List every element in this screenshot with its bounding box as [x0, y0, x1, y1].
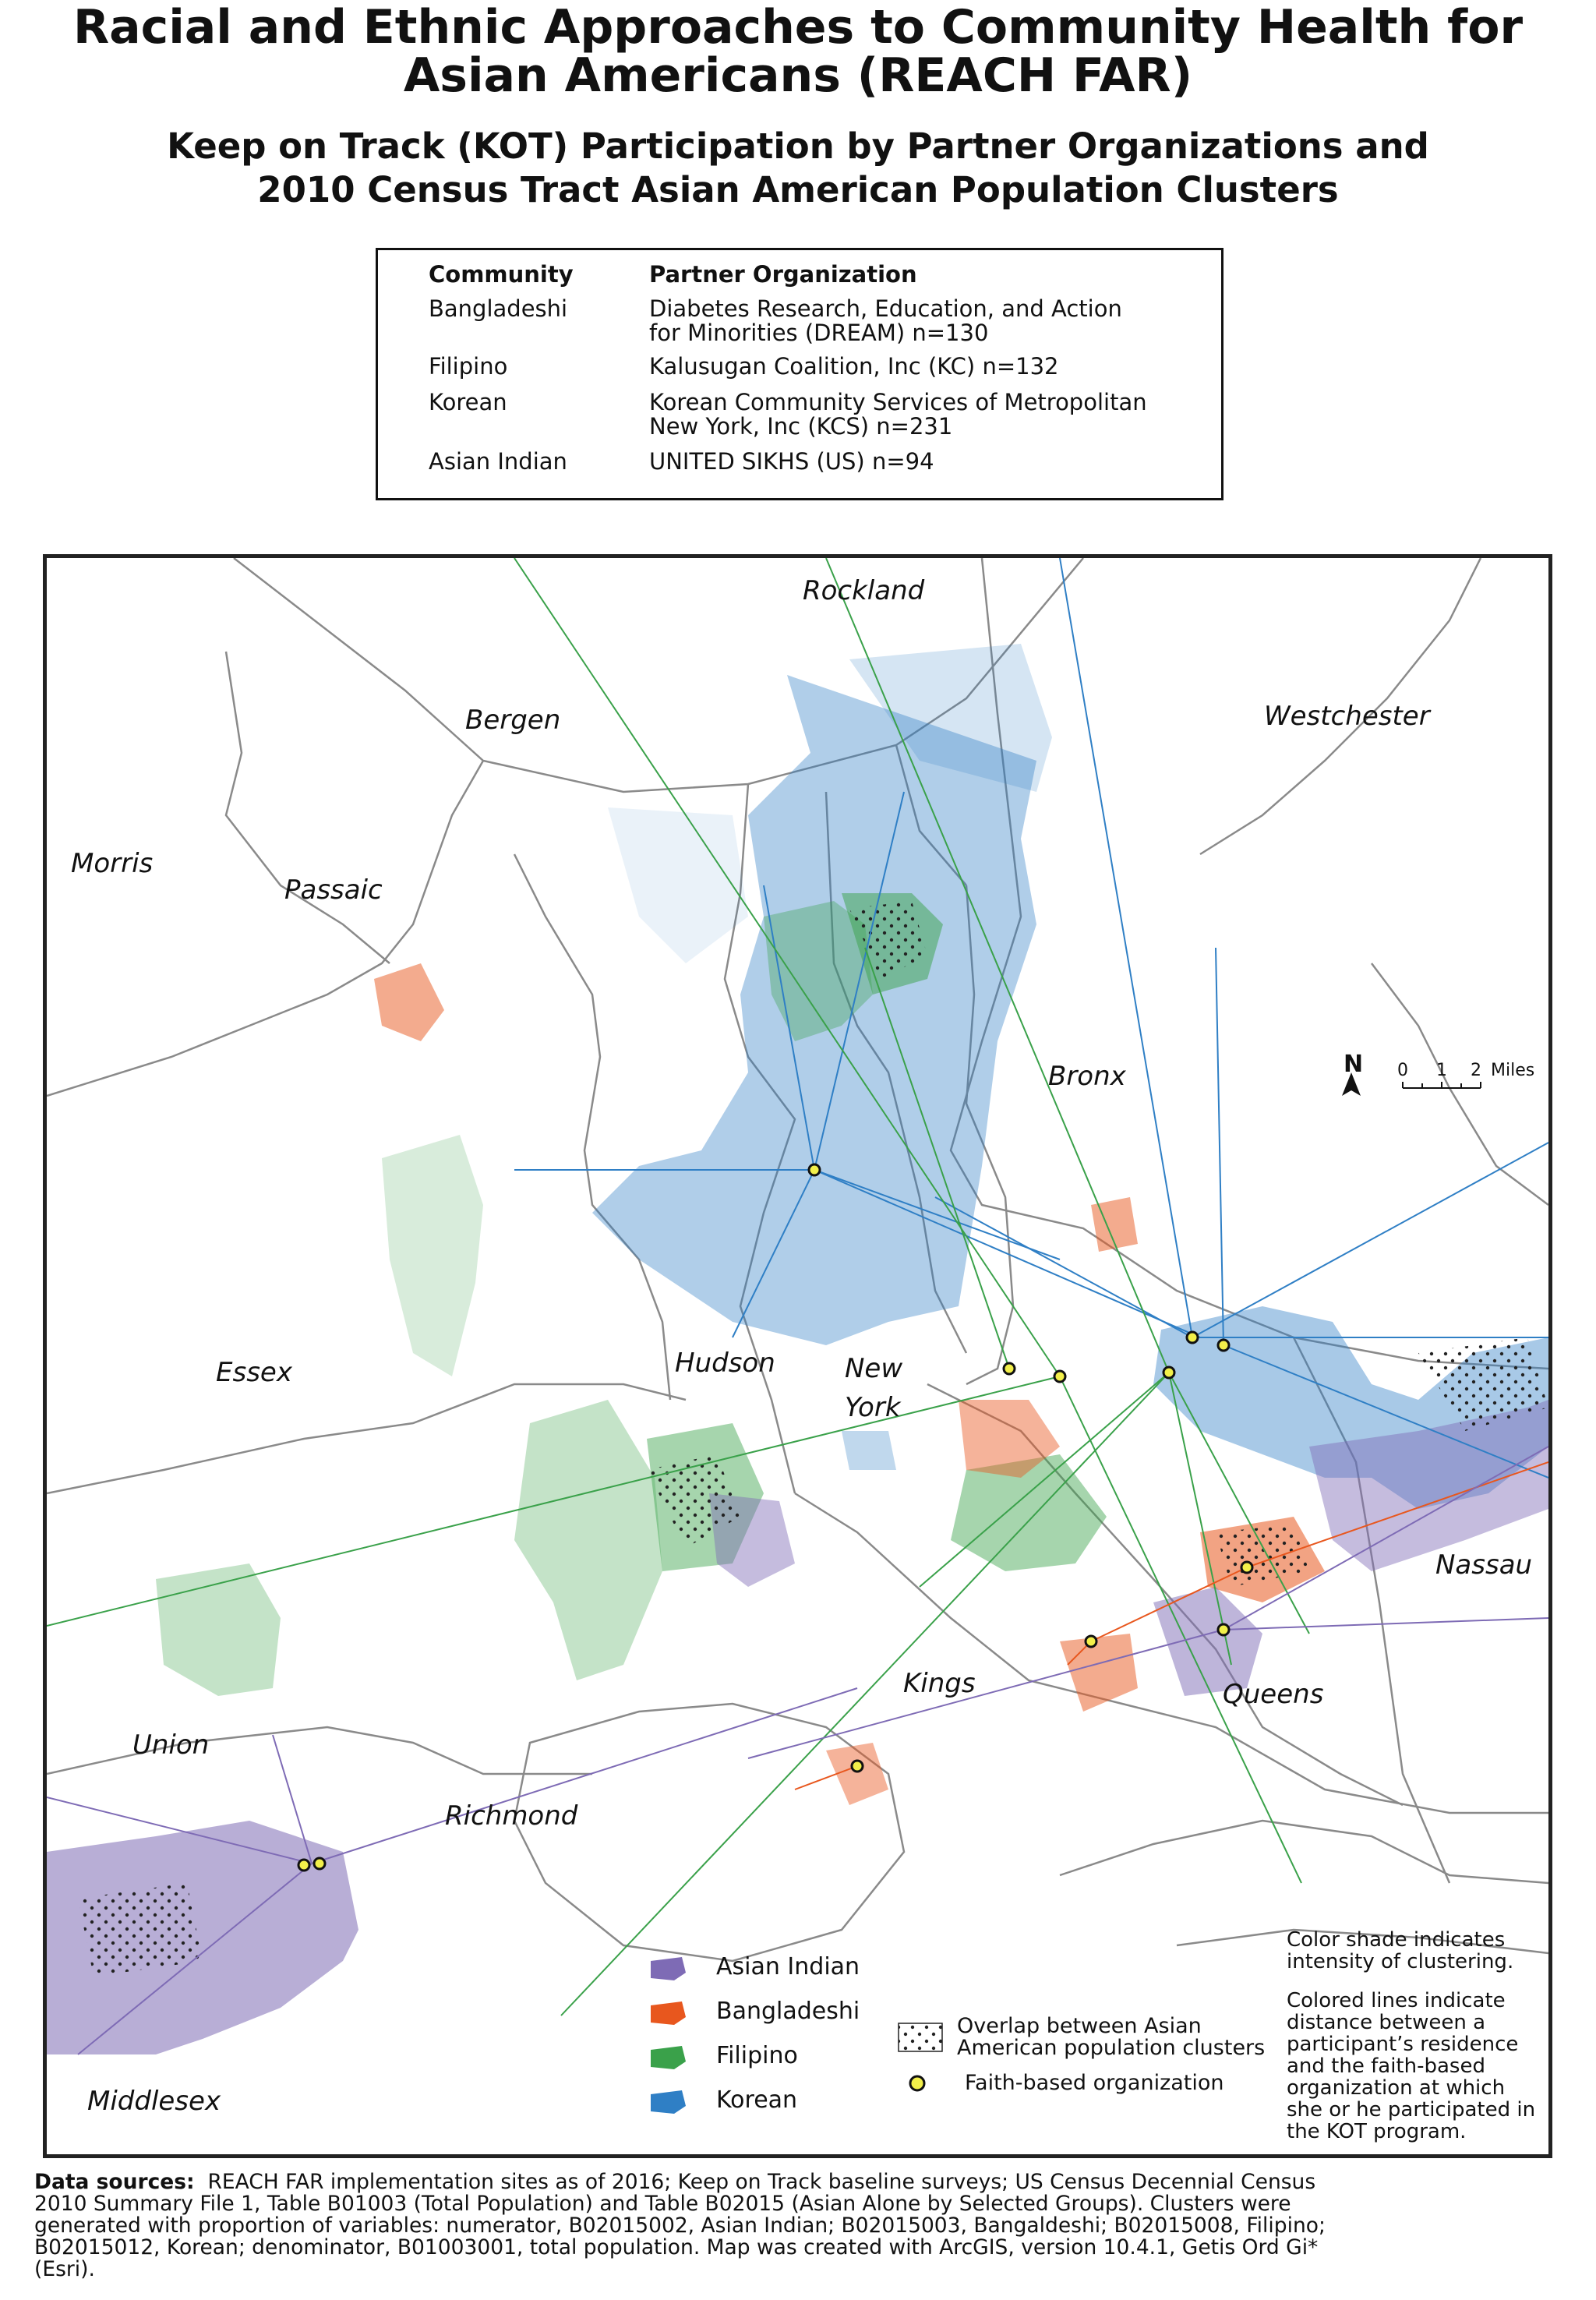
- note-line: distance between a: [1287, 2011, 1486, 2034]
- partner-org-line: Diabetes Research, Education, and Action: [649, 295, 1122, 322]
- label-morris: Morris: [71, 848, 154, 879]
- legend-overlap-line: Overlap between Asian: [957, 2014, 1202, 2038]
- overlap-area: [78, 1883, 203, 1977]
- label-richmond: Richmond: [445, 1800, 578, 1832]
- legend-label-korean: Korean: [716, 2086, 798, 2114]
- partner-org: Kalusugan Coalition, Inc (KC) n=132: [649, 353, 1059, 380]
- note-line: participant’s residence: [1287, 2033, 1519, 2056]
- bronx-westchester-boundary: [951, 558, 1548, 1369]
- legend-swatch-bangladeshi: [651, 2001, 686, 2025]
- legend-label-faith: Faith-based organization: [965, 2071, 1224, 2095]
- legend-label-overlap: [957, 2016, 1265, 2059]
- map-canvas: [47, 558, 1548, 2154]
- morris-passaic-boundary: [47, 761, 483, 1096]
- map-title: [0, 0, 1596, 103]
- scale-label-1: 1: [1436, 1061, 1447, 1080]
- partner-table: [376, 248, 1223, 500]
- sources-line: generated with proportion of variables: numerator, B02015002, Asian Indian; B02015003, Bangaldeshi; B02015008, Filipino;: [34, 2213, 1326, 2238]
- legend-swatch-filipino: [651, 2046, 686, 2069]
- lines-note: [1287, 1990, 1552, 2143]
- label-middlesex: Middlesex: [87, 2086, 221, 2117]
- faith-based-site: [298, 1860, 309, 1871]
- label-nassau: Nassau: [1435, 1549, 1533, 1581]
- partner-org-line: Korean Community Services of Metropolitan: [649, 389, 1147, 415]
- label-bergen: Bergen: [465, 705, 561, 736]
- legend-swatch-korean: [651, 2090, 686, 2114]
- faith-based-site: [1218, 1624, 1229, 1635]
- filipino-cluster-essex: [382, 1135, 483, 1376]
- data-sources: [34, 2171, 1566, 2281]
- sources-line: (Esri).: [34, 2257, 95, 2281]
- community-name: Bangladeshi: [429, 295, 568, 322]
- distance-line: [1216, 948, 1223, 1345]
- partner-org-header: Partner Organization: [649, 261, 917, 288]
- faith-based-site: [852, 1761, 863, 1772]
- community-name: Asian Indian: [429, 448, 567, 475]
- sources-line: [34, 2171, 1566, 2193]
- scale-label-0: 0: [1397, 1061, 1408, 1080]
- label-york: York: [845, 1392, 901, 1423]
- westchester-shore: [1372, 963, 1548, 1205]
- partner-org: UNITED SIKHS (US) n=94: [649, 448, 934, 475]
- partner-org: [649, 297, 1210, 345]
- map-frame: [43, 554, 1552, 2158]
- distance-line: [1223, 1618, 1548, 1630]
- note-line: and the faith-based: [1287, 2054, 1485, 2078]
- label-union: Union: [132, 1729, 210, 1761]
- note-line: Colored lines indicate: [1287, 1989, 1506, 2012]
- faith-based-site: [1086, 1636, 1096, 1647]
- shade-note: [1287, 1929, 1552, 1973]
- sources-text: REACH FAR implementation sites as of 2016; Keep on Track baseline surveys; US Census Decennial Census: [207, 2170, 1316, 2194]
- passaic-river: [514, 854, 670, 1400]
- community-name: Filipino: [429, 353, 508, 380]
- faith-based-site: [1241, 1562, 1252, 1573]
- bangladeshi-cluster-passaic: [374, 963, 444, 1041]
- partner-org: [649, 390, 1210, 439]
- korean-cluster-manhattan: [842, 1431, 896, 1470]
- bangladeshi-cluster-kings-east: [1060, 1634, 1138, 1712]
- partner-org-line: New York, Inc (KCS) n=231: [649, 413, 953, 440]
- faith-based-site: [1187, 1332, 1198, 1343]
- north-label: N: [1344, 1051, 1364, 1078]
- note-line: Color shade indicates: [1287, 1928, 1506, 1952]
- legend-swatch-faith: [910, 2076, 924, 2090]
- filipino-cluster-queens: [951, 1454, 1107, 1571]
- note-line: intensity of clustering.: [1287, 1950, 1514, 1973]
- legend-label-filipino: Filipino: [716, 2042, 798, 2069]
- distance-line: [1192, 1143, 1548, 1337]
- partner-org-line: for Minorities (DREAM) n=130: [649, 320, 989, 346]
- label-bronx: Bronx: [1048, 1061, 1126, 1092]
- legend-swatch-overlap: [899, 2023, 942, 2051]
- scale-unit: Miles: [1491, 1061, 1535, 1080]
- legend-label-asian-indian: Asian Indian: [716, 1953, 860, 1980]
- community-header: Community: [429, 261, 574, 288]
- label-rockland: Rockland: [803, 575, 925, 606]
- richmond-outline: [514, 1704, 904, 1961]
- map-subtitle: [0, 125, 1596, 212]
- label-new: New: [845, 1353, 903, 1384]
- title-line-2: Asian Americans (REACH FAR): [403, 48, 1193, 103]
- sources-line: B02015012, Korean; denominator, B01003001, total population. Map was created with ArcGIS, version 10.4.1, Getis Ord Gi*: [34, 2235, 1319, 2259]
- korean-cluster-light: [608, 807, 748, 963]
- union-middlesex-boundary: [47, 1727, 592, 1774]
- faith-based-site: [1004, 1363, 1015, 1374]
- label-queens: Queens: [1223, 1679, 1324, 1710]
- note-line: organization at which: [1287, 2076, 1506, 2100]
- faith-based-site: [1054, 1371, 1065, 1382]
- subtitle-line-1: Keep on Track (KOT) Participation by Partner Organizations and: [167, 125, 1429, 167]
- label-essex: Essex: [216, 1357, 292, 1388]
- label-westchester: Westchester: [1264, 701, 1430, 732]
- scale-label-2: 2: [1471, 1061, 1481, 1080]
- label-hudson: Hudson: [675, 1348, 775, 1379]
- subtitle-line-2: 2010 Census Tract Asian American Population Clusters: [257, 169, 1339, 210]
- legend-swatch-asian-indian: [651, 1957, 686, 1980]
- distance-line: [748, 1630, 1223, 1758]
- label-kings: Kings: [903, 1668, 976, 1699]
- note-line: she or he participated in: [1287, 2098, 1536, 2122]
- legend-overlap-line: American population clusters: [957, 2036, 1266, 2060]
- title-line-1: Racial and Ethnic Approaches to Community Health for: [72, 0, 1524, 55]
- distance-line: [312, 1688, 857, 1864]
- faith-based-site: [809, 1164, 820, 1175]
- sources-line: 2010 Summary File 1, Table B01003 (Total Population) and Table B02015 (Asian Alone by Selected Groups). Clusters were: [34, 2192, 1291, 2216]
- filipino-cluster-hudson: [514, 1400, 662, 1680]
- faith-based-site: [1163, 1367, 1174, 1378]
- community-name: Korean: [429, 389, 507, 415]
- label-passaic: Passaic: [284, 874, 383, 906]
- jamaica-bay: [1060, 1821, 1548, 1883]
- faith-based-site: [314, 1858, 325, 1869]
- legend-label-bangladeshi: Bangladeshi: [716, 1998, 860, 2025]
- note-line: the KOT program.: [1287, 2120, 1467, 2143]
- faith-based-site: [1218, 1340, 1229, 1351]
- sources-label: Data sources:: [34, 2170, 195, 2194]
- bergen-passaic-boundary: [226, 652, 390, 963]
